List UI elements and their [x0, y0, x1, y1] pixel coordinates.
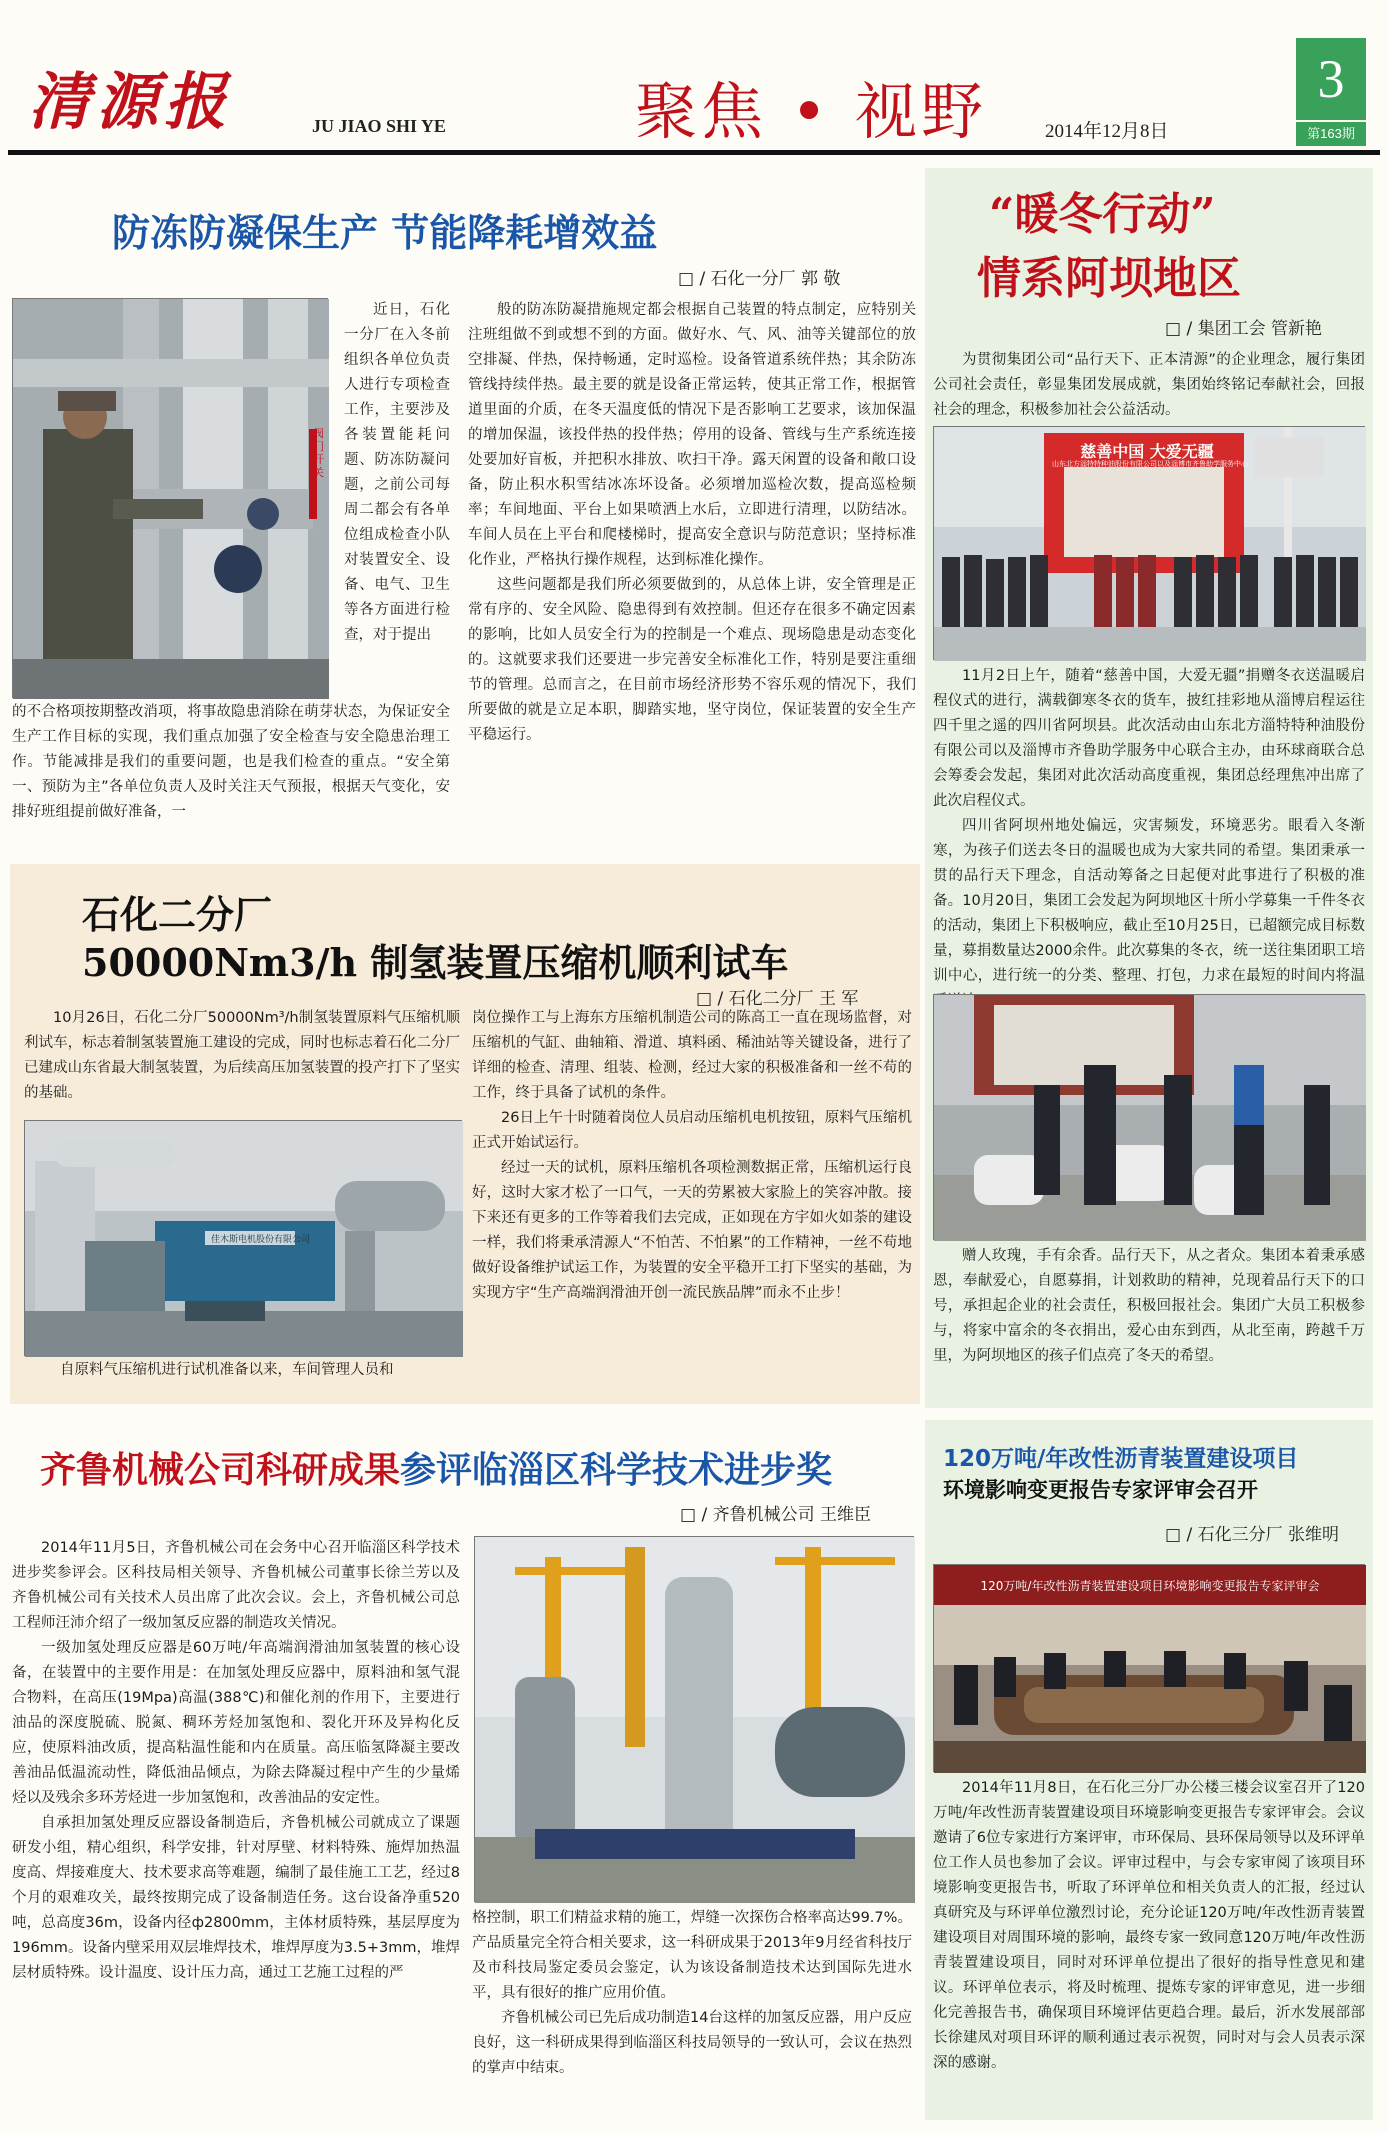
article1-col1-bottom: 的不合格项按期整改消项，将事故隐患消除在萌芽状态，为保证安全生产工作目标的实现，我们重点加强了安全检查与安全隐患治理工作。节能减排是我们的重要问题，也是我们检查的重点。“安全第一、预防为主”各单位负责人及时关注天气预报，根据天气变化，安排好班组提前做好准备，一 — [12, 704, 450, 820]
article1-photo-sign: 阀门开关 — [313, 427, 324, 479]
article2-caption: 自原料气压缩机进行试机准备以来，车间管理人员和 — [60, 1362, 394, 1378]
article4-banner-line2: 山东北方淄特特种油股份有限公司以及淄博市齐鲁助学服务中心 — [1052, 460, 1248, 468]
article3-photo — [474, 1536, 914, 1902]
article5-headline-line1: 120万吨/年改性沥青装置建设项目 — [943, 1446, 1299, 1472]
masthead — [0, 0, 1388, 150]
article1-col2: 般的防冻防凝措施规定都会根据自己装置的特点制定，应特别关注班组做不到或想不到的方面。做好水、气、风、油等关键部位的放空排凝、伴热，保持畅通，定时巡检。设备管道系统伴热；其余防冻管线持续伴热。最主要的就是设备正常运转，使其正常工作，根据管道里面的介质，在冬天温度低的情况下是否影响工艺要求，该加保温的增加保温，该投伴热的投伴热；停用的设备、管线与生产系统连接处要加好盲板，并把积水排放、吹扫干净。露天闲置的设备和敞口设备，防止积水积雪结冰冻坏设备。必须增加巡检次数，提高巡检频率；车间地面、平台上如果喷洒上水后，立即进行清理，以防结冰。车间人员在上平台和爬楼梯时，提高安全意识与防范意识；坚持标准化作业，严格执行操作规程，达到标准化操作。 这些问题都是我们所必须要做到的，从总体上讲，安全管理是正常有序的、安全风险、隐患得到有效控制。但还存在很多不确定因素的影响，比如人员安全行为的控制是一个难点、现场隐患是动态变化的。这就要求我们还要进一步完善安全标准化工作，特别是要注重细节的管理。总而言之，在目前市场经济形势不容乐观的情况下，我们所要做的就是立足本职，脚踏实地，坚守岗位，保证装置的安全生产平稳运行。 — [468, 302, 916, 743]
article4-photo-ceremony — [933, 426, 1365, 660]
article-warm-winter — [925, 168, 1373, 1408]
article3-headline-red: 齐鲁机械公司科研成果 — [40, 1450, 401, 1491]
article5-headline-line2: 环境影响变更报告专家评审会召开 — [943, 1478, 1258, 1502]
article3-col2: 格控制，职工们精益求精的施工，焊缝一次探伤合格率高达99.7%。产品质量完全符合相关要求，这一科研成果于2013年9月经省科技厅及市科技局鉴定委员会鉴定，认为该设备制造技术达到国际先进水平，具有很好的推广应用价值。 齐鲁机械公司已先后成功制造14台这样的加氢反应器，用户反应良好，这一科研成果得到临淄区科技局领导的一致认可，会议在热烈的掌声中结束。 — [472, 1910, 912, 2076]
article2-photo — [24, 1120, 462, 1356]
article3-headline-blue: 参评临淄区科学技术进步奖 — [400, 1450, 833, 1491]
article1-photo — [12, 298, 328, 698]
article4-banner-line1: 慈善中国 大爱无疆 — [1080, 442, 1214, 461]
article-reactor-award — [10, 1420, 920, 2120]
article3-headline — [40, 1442, 832, 1493]
issue-date: 2014年12月8日 — [1045, 121, 1169, 142]
article4-photo-donation — [933, 994, 1365, 1240]
article4-p1: 为贯彻集团公司“品行天下、正本清源”的企业理念，履行集团公司社会责任，彰显集团发展成就，集团始终铭记奉献社会，回报社会的理念，积极参加社会公益活动。 — [933, 352, 1365, 418]
article5-photo-banner: 120万吨/年改性沥青装置建设项目环境影响变更报告专家评审会 — [980, 1579, 1320, 1593]
article5-byline: □ / 石化三分厂 张维明 — [1165, 1525, 1340, 1545]
issue-number: 第163期 — [1296, 122, 1366, 146]
article2-headline-line2: 50000Nm3/h 制氢装置压缩机顺利试车 — [82, 940, 789, 985]
article1-headline: 防冻防凝保生产 节能降耗增效益 — [112, 211, 658, 255]
section-pinyin: JU JIAO SHI YE — [312, 116, 446, 136]
article4-p4: 赠人玫瑰，手有余香。品行天下，从之者众。集团本着秉承感恩，奉献爱心，自愿募捐，计划救助的精神，兑现着品行天下的口号，承担起企业的社会责任，积极回报社会。集团广大员工积极参与，将家中富余的冬衣捐出，爱心由东到西，从北至南，跨越千万里，为阿坝地区的孩子们点亮了冬天的希望。 — [933, 1248, 1365, 1364]
article3-col1: 2014年11月5日，齐鲁机械公司在会务中心召开临淄区科学技术进步奖参评会。区科技局相关领导、齐鲁机械公司董事长徐兰芳以及齐鲁机械公司有关技术人员出席了此次会议。会上，齐鲁机械公司总工程师汪沛介绍了一级加氢反应器的制造攻关情况。 一级加氢处理反应器是60万吨/年高端润滑油加氢装置的核心设备，在装置中的主要作用是：在加氢处理反应器中，原料油和氢气混合物料，在高压(19Mpa)高温(388℃)和催化剂的作用下，主要进行油品的深度脱硫、脱氮、稠环芳烃加氢饱和、裂化开环及异构化反应，使原料油改质，提高粘温性能和内在质量。高压临氢降凝主要改善油品低温流动性，降低油品倾点，为除去降凝过程中产生的少量烯烃以及残余多环芳烃进一步加氢饱和，改善油品的安定性。 自承担加氢处理反应器设备制造后，齐鲁机械公司就成立了课题研发小组，精心组织，科学安排，针对厚壁、材料特殊、施焊加热温度高、焊接难度大、技术要求高等难题，编制了最佳施工工艺，经过8个月的艰难攻关，最终按期完成了设备制造任务。这台设备净重520吨，总高度36m，设备内径ф2800mm，主体材质特殊，基层厚度为196mm。设备内壁采用双层堆焊技术，堆焊厚度为3.5+3mm，堆焊层材质特殊。设计温度、设计压力高，通过工艺施工过程的严 — [12, 1540, 460, 1981]
article2-byline: □ / 石化二分厂 王 军 — [696, 989, 859, 1009]
article2-col2: 岗位操作工与上海东方压缩机制造公司的陈高工一直在现场监督，对压缩机的气缸、曲轴箱、滑道、填料函、稀油站等关键设备，进行了详细的检查、清理、组装、检测，经过大家的积极准备和一丝不苟的工作，终于具备了试机的条件。 26日上午十时随着岗位人员启动压缩机电机按钮，原料气压缩机正式开始试运行。 经过一天的试机，原料压缩机各项检测数据正常，压缩机运行良好，这时大家才松了一口气，一天的劳累被大家脸上的笑容冲散。接下来还有更多的工作等着我们去完成，正如现在方宇如火如荼的建设一样，我们将秉承清源人“不怕苦、不怕累”的工作精神，一丝不苟地做好设备维护试运工作，为装置的安全平稳开工打下坚实的基础，为实现方宇“生产高端润滑油开创一流民族品牌”而永不止步！ — [472, 1010, 912, 1301]
article2-col1-top: 10月26日，石化二分厂50000Nm³/h制氢装置原料气压缩机顺利试车，标志着制氢装置施工建设的完成，同时也标志着石化二分厂已建成山东省最大制氢装置，为后续高压加氢装置的投产打下了坚实的基础。 — [24, 1010, 460, 1101]
article4-headline-line1: “暖冬行动” — [989, 189, 1216, 240]
article2-photo-label: 佳木斯电机股份有限公司 — [211, 1235, 311, 1245]
masthead-rule — [8, 150, 1380, 155]
article1-byline: □ / 石化一分厂 郭 敬 — [678, 269, 841, 289]
article4-body: 11月2日上午，随着“慈善中国，大爱无疆”捐赠冬衣送温暖启程仪式的进行，满载御寒冬衣的货车，披红挂彩地从淄博启程运往四千里之遥的四川省阿坝县。此次活动由山东北方淄特特种油股份有限公司以及淄博市齐鲁助学服务中心联合主办，由环球商联合总会筹委会发起，集团对此次活动高度重视，集团总经理焦冲出席了此次启程仪式。 四川省阿坝州地处偏远，灾害频发，环境恶劣。眼看入冬渐寒，为孩子们送去冬日的温暖也成为大家共同的希望。集团秉承一贯的品行天下理念，自活动筹备之日起便对此事进行了积极的准备。10月20日，集团工会发起为阿坝地区十所小学募集一千件冬衣的活动，集团上下积极响应，截止至10月25日，已超额完成目标数量，募捐数量达2000余件。此次募集的冬衣，统一送往集团职工培训中心，进行统一的分类、整理、打包，力求在最短的时间内将温 — [933, 668, 1365, 984]
newspaper-logo: 清源报 — [28, 65, 233, 138]
article-compressor-trial — [10, 864, 920, 1404]
article3-byline: □ / 齐鲁机械公司 王维臣 — [680, 1505, 872, 1525]
article5-photo-meeting — [933, 1564, 1365, 1772]
article-asphalt-review — [925, 1420, 1373, 2120]
article2-headline-line1: 石化二分厂 — [82, 892, 273, 937]
article-freeze-protection — [10, 168, 920, 862]
article1-col1-top: 近日，石化一分厂在入冬前组织各单位负责人进行专项检查工作，主要涉及各装置能耗问题、防冻防凝问题，之前公司每周二都会有各单位组成检查小队对装置安全、设备、电气、卫生等各方面进行检查，对于提出 — [344, 302, 450, 643]
article4-headline-line2: 情系阿坝地区 — [977, 253, 1241, 304]
article4-byline: □ / 集团工会 管新艳 — [1165, 319, 1323, 339]
article5-body: 2014年11月8日，在石化三分厂办公楼三楼会议室召开了120万吨/年改性沥青装置建设项目环境影响变更报告专家评审会。会议邀请了6位专家进行方案评审，市环保局、县环保局领导以及环评单位工作人员也参加了会议。评审过程中，与会专家审阅了该项目环境影响变更报告书，听取了环评单位和相关负责人的汇报，经过认真研究及与环评单位激烈讨论，充分论证120万吨/年改性沥青装置建设项目对周围环境的影响，最终专家一致同意120万吨/年改性沥青装置建设项目，同时对环评单位提出了很好的指导性意见和建议。环评单位表示，将及时梳理、提炼专家的评审意见，进一步细化完善报告书，确保项目环境评估更趋合理。最后，沂水发展部部长徐建凤对项目环评的顺利通过表示祝贺，同时对与会人员表示深深的感谢。 — [933, 1780, 1365, 2071]
section-title: 聚焦 • 视野 — [635, 75, 987, 148]
page-number: 3 — [1296, 38, 1366, 120]
